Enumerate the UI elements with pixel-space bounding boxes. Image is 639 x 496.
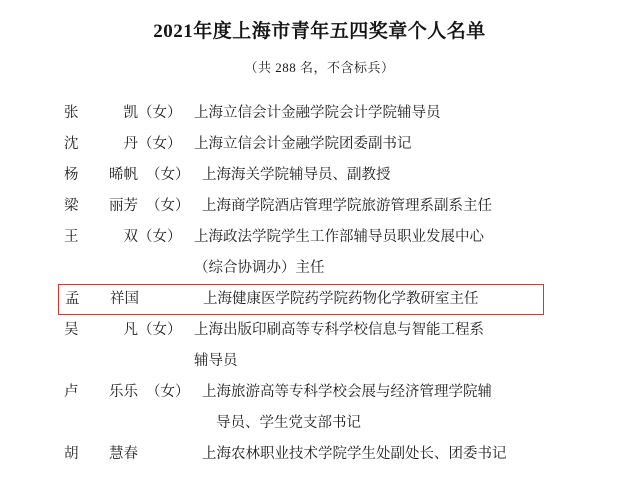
person-name: [64, 315, 138, 346]
organization-continuation-line: [64, 253, 599, 284]
person-organization: 上海商学院酒店管理学院旅游管理系副系主任: [202, 198, 492, 214]
person-name: [64, 98, 138, 129]
person-organization: 上海农林职业技术学院学生处副处长、团委书记: [202, 446, 507, 462]
person-name: [64, 160, 146, 191]
document-page: [0, 16, 639, 496]
list-item: [64, 160, 599, 191]
name-surname: 张: [64, 105, 79, 121]
list-item: [64, 315, 599, 346]
name-given: 丹: [123, 136, 138, 152]
person-organization: 上海海关学院辅导员、副教授: [202, 167, 391, 183]
person-organization-continued: 导员、学生党支部书记: [216, 415, 361, 431]
person-name: [64, 439, 146, 470]
person-gender: （女）: [138, 322, 182, 338]
person-gender: （女）: [146, 167, 190, 183]
person-gender: （女）: [138, 136, 182, 152]
person-gender: （女）: [138, 105, 182, 121]
person-name: [64, 222, 138, 253]
name-given: 祥国: [110, 291, 139, 307]
name-surname: 胡: [64, 446, 79, 462]
person-name: [65, 285, 147, 314]
name-surname: 卢: [64, 384, 79, 400]
name-given: 双: [123, 229, 138, 245]
person-organization-continued: （综合协调办）主任: [194, 260, 325, 276]
person-gender: （女）: [146, 384, 190, 400]
name-list: [0, 98, 639, 470]
person-organization: 上海出版印刷高等专科学校信息与智能工程系: [194, 322, 484, 338]
indent-spacer: [64, 408, 216, 439]
list-item: [64, 191, 599, 222]
name-given: 慧春: [109, 446, 138, 462]
person-organization: 上海立信会计金融学院会计学院辅导员: [194, 105, 441, 121]
name-surname: 杨: [64, 167, 79, 183]
list-item: [64, 439, 599, 470]
person-gender: （女）: [146, 198, 190, 214]
person-organization-continued: 辅导员: [194, 353, 238, 369]
indent-spacer: [64, 253, 194, 284]
person-organization: 上海健康医学院药学院药物化学教研室主任: [203, 291, 479, 307]
person-organization: 上海政法学院学生工作部辅导员职业发展中心: [194, 229, 484, 245]
person-name: [64, 191, 146, 222]
person-organization: 上海立信会计金融学院团委副书记: [194, 136, 412, 152]
list-item: [64, 129, 599, 160]
indent-spacer: [64, 346, 194, 377]
organization-continuation-line: [64, 408, 599, 439]
name-given: 凯: [123, 105, 138, 121]
name-surname: 王: [64, 229, 79, 245]
page-subtitle: （共 288 名，不含标兵）: [244, 60, 395, 75]
person-organization: 上海旅游高等专科学校会展与经济管理学院辅: [202, 384, 492, 400]
list-item-highlighted: [58, 284, 544, 315]
page-title: 2021年度上海市青年五四奖章个人名单: [153, 21, 486, 42]
name-given: 晞帆: [109, 167, 138, 183]
person-name: [64, 377, 146, 408]
person-name: [64, 129, 138, 160]
name-surname: 沈: [64, 136, 79, 152]
name-surname: 梁: [64, 198, 79, 214]
organization-continuation-line: [64, 346, 599, 377]
name-surname: 孟: [65, 291, 80, 307]
list-item: [64, 98, 599, 129]
name-given: 凡: [123, 322, 138, 338]
name-given: 丽芳: [109, 198, 138, 214]
list-item: [64, 377, 599, 408]
name-surname: 吴: [64, 322, 79, 338]
person-gender: （女）: [138, 229, 182, 245]
name-given: 乐乐: [109, 384, 138, 400]
list-item: [64, 222, 599, 253]
